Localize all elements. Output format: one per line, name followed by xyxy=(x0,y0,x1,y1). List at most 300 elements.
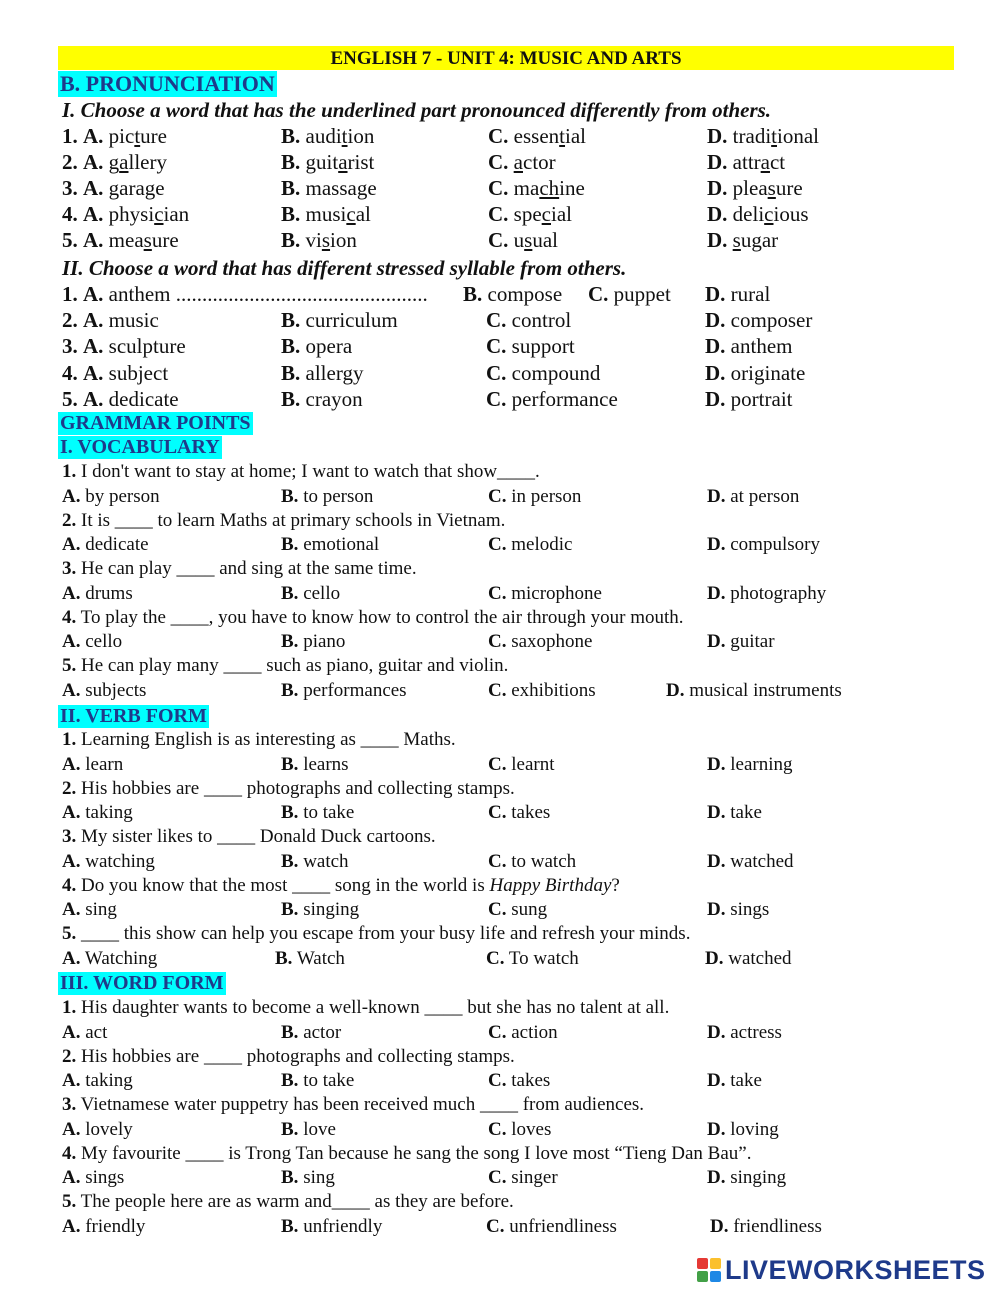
option-c[interactable] xyxy=(488,851,576,873)
option-d[interactable] xyxy=(705,948,792,970)
option-a[interactable] xyxy=(62,899,117,921)
option-c[interactable] xyxy=(488,1119,551,1141)
option-letter: B. xyxy=(275,947,293,969)
pronunciation-instruction-2: II. Choose a word that has different stressed syllable from others. xyxy=(62,256,627,280)
option-d[interactable] xyxy=(705,361,805,386)
option-letter: D. xyxy=(705,947,724,969)
word-part: ugar xyxy=(740,228,779,252)
question-part: Vietnamese water puppetry has been received much ____ from audiences. xyxy=(80,1094,645,1116)
option-letter: A. xyxy=(83,308,104,332)
option-letter: A. xyxy=(62,485,81,507)
liveworksheets-logo xyxy=(697,1255,986,1285)
word-part: ian xyxy=(163,202,190,226)
word-part: garage xyxy=(108,176,165,200)
option-c[interactable] xyxy=(486,308,571,333)
word-part: rist xyxy=(347,150,375,174)
option-text: cello xyxy=(85,631,123,653)
option-d[interactable] xyxy=(707,583,826,605)
item-number: 5. xyxy=(62,655,77,677)
option-b[interactable] xyxy=(281,1216,382,1238)
option-b[interactable] xyxy=(281,486,373,508)
option-text: to person xyxy=(303,485,374,507)
option-letter: A. xyxy=(62,899,81,921)
option-text: learn xyxy=(85,753,124,775)
option-text: emotional xyxy=(303,534,380,556)
underlined-part: c xyxy=(541,202,551,226)
option-text: sings xyxy=(85,1167,125,1189)
question-text xyxy=(62,1046,515,1068)
option-d[interactable] xyxy=(666,680,842,702)
word-part: ion xyxy=(330,228,357,252)
option-letter: B. xyxy=(281,361,301,385)
option-a[interactable] xyxy=(62,948,157,970)
option-letter: D. xyxy=(705,308,726,332)
option-letter: C. xyxy=(488,802,507,824)
vocabulary-heading: I. VOCABULARY xyxy=(60,436,220,458)
option-text: piano xyxy=(303,631,346,653)
option-text: action xyxy=(511,1021,558,1043)
option-letter: C. xyxy=(488,631,507,653)
underlined-part: t xyxy=(559,124,566,148)
item-number: 4. xyxy=(62,874,77,896)
option-text: loves xyxy=(511,1118,552,1140)
option-a[interactable] xyxy=(62,534,149,556)
option-letter: D. xyxy=(707,753,726,775)
question-text xyxy=(62,1143,751,1165)
option-letter: B. xyxy=(281,1118,299,1140)
worksheet-title: ENGLISH 7 - UNIT 4: MUSIC AND ARTS xyxy=(58,46,954,70)
option-a[interactable] xyxy=(62,150,167,175)
question-text xyxy=(62,655,508,677)
question-text xyxy=(62,1191,514,1213)
option-b[interactable] xyxy=(281,1167,335,1189)
question-part: He can play many ____ such as piano, guitar and violin. xyxy=(81,655,509,677)
word-part: ional xyxy=(777,124,819,148)
option-text: allergy xyxy=(305,361,364,385)
option-c[interactable] xyxy=(488,1167,558,1189)
question-part: ____ this show can help you escape from your busy life and refresh your minds. xyxy=(81,923,691,945)
option-text: curriculum xyxy=(305,308,398,332)
option-letter: C. xyxy=(486,308,507,332)
question-part: The people here are as warm and____ as they are before. xyxy=(80,1191,514,1213)
option-text: Watch xyxy=(296,947,345,969)
word-form-heading: III. WORD FORM xyxy=(60,972,224,994)
option-text: learnt xyxy=(511,753,555,775)
option-c[interactable] xyxy=(486,948,579,970)
option-c[interactable] xyxy=(488,583,602,605)
option-letter: B. xyxy=(463,282,483,306)
question-text xyxy=(62,510,505,532)
word-part: massage xyxy=(305,176,377,200)
word-part: ual xyxy=(532,228,559,252)
option-c[interactable] xyxy=(488,1022,558,1044)
option-d[interactable] xyxy=(705,282,770,307)
option-a[interactable] xyxy=(62,1167,124,1189)
option-d[interactable] xyxy=(707,534,820,556)
option-a[interactable] xyxy=(62,802,133,824)
word-part: ine xyxy=(559,176,585,200)
option-d[interactable] xyxy=(707,228,778,253)
option-c[interactable] xyxy=(488,124,586,149)
word-part: tradi xyxy=(732,124,772,148)
option-letter: B. xyxy=(281,202,301,226)
option-a[interactable] xyxy=(62,228,179,253)
word-part: ure xyxy=(775,176,803,200)
option-text: taking xyxy=(85,1070,133,1092)
option-d[interactable] xyxy=(707,486,799,508)
pronunciation-instruction-1: I. Choose a word that has the underlined part pronounced differently from others. xyxy=(62,98,772,122)
option-text: by person xyxy=(85,485,160,507)
option-letter: C. xyxy=(488,1118,507,1140)
item-number: 4. xyxy=(62,202,78,226)
question-italic: Happy Birthday xyxy=(489,874,612,896)
option-text: takes xyxy=(511,802,551,824)
option-text: composer xyxy=(730,308,813,332)
option-b[interactable] xyxy=(281,899,359,921)
option-text: take xyxy=(730,1070,762,1092)
option-letter: A. xyxy=(62,631,81,653)
option-b[interactable] xyxy=(281,150,374,175)
option-a[interactable] xyxy=(62,176,165,201)
option-letter: B. xyxy=(281,753,299,775)
option-letter: D. xyxy=(705,334,726,358)
option-letter: D. xyxy=(705,361,726,385)
option-d[interactable] xyxy=(707,1119,779,1141)
option-letter: B. xyxy=(281,679,299,701)
option-text: singing xyxy=(303,899,360,921)
option-c[interactable] xyxy=(486,387,618,412)
option-c[interactable] xyxy=(588,282,671,307)
option-letter: C. xyxy=(486,947,505,969)
question-part: It is ____ to learn Maths at primary schools in Vietnam. xyxy=(81,509,506,531)
option-a[interactable] xyxy=(62,308,159,333)
option-c[interactable] xyxy=(488,754,555,776)
word-part: ious xyxy=(773,202,809,226)
option-letter: C. xyxy=(486,387,507,411)
option-d[interactable] xyxy=(707,899,769,921)
option-a[interactable] xyxy=(62,631,122,653)
item-number: 5. xyxy=(62,1191,77,1213)
option-letter: A. xyxy=(83,361,104,385)
option-letter: B. xyxy=(281,1215,299,1237)
option-c[interactable] xyxy=(488,899,547,921)
option-b[interactable] xyxy=(281,361,363,386)
option-text: takes xyxy=(511,1070,551,1092)
option-b[interactable] xyxy=(281,202,371,227)
option-letter: C. xyxy=(488,1070,507,1092)
item-number: 5. xyxy=(62,228,78,252)
option-c[interactable] xyxy=(488,631,593,653)
item-number: 2. xyxy=(62,1045,77,1067)
option-d[interactable] xyxy=(707,754,793,776)
option-letter: B. xyxy=(281,334,301,358)
item-number: 2. xyxy=(62,150,78,174)
option-d[interactable] xyxy=(705,308,812,333)
option-letter: A. xyxy=(83,334,104,358)
option-letter: B. xyxy=(281,850,299,872)
word-part: u xyxy=(513,228,525,252)
option-letter: A. xyxy=(62,1215,81,1237)
option-d[interactable] xyxy=(707,802,762,824)
option-text: learns xyxy=(303,753,349,775)
option-text: cello xyxy=(303,582,341,604)
option-a[interactable] xyxy=(62,361,168,386)
option-d[interactable] xyxy=(707,1022,782,1044)
option-b[interactable] xyxy=(281,1070,354,1092)
option-text: sculpture xyxy=(108,334,186,358)
option-b[interactable] xyxy=(463,282,562,307)
option-letter: B. xyxy=(281,582,299,604)
option-text: watch xyxy=(303,850,349,872)
option-c[interactable] xyxy=(486,361,600,386)
word-part: attr xyxy=(732,150,761,174)
option-d[interactable] xyxy=(707,851,794,873)
option-letter: D. xyxy=(705,282,726,306)
option-b[interactable] xyxy=(281,680,407,702)
option-d[interactable] xyxy=(707,631,775,653)
option-c[interactable] xyxy=(488,176,585,201)
item-number: 5. xyxy=(62,923,77,945)
option-a[interactable] xyxy=(62,1022,107,1044)
option-b[interactable] xyxy=(281,334,352,359)
option-letter: D. xyxy=(666,679,685,701)
option-letter: B. xyxy=(281,631,299,653)
question-text xyxy=(62,607,684,629)
option-text: taking xyxy=(85,802,133,824)
option-b[interactable] xyxy=(281,176,377,201)
option-letter: D. xyxy=(707,802,726,824)
option-b[interactable] xyxy=(275,948,345,970)
pronunciation-heading: B. PRONUNCIATION xyxy=(60,71,275,96)
option-text: to take xyxy=(303,1070,355,1092)
option-text: sing xyxy=(85,899,117,921)
option-c[interactable] xyxy=(486,1216,617,1238)
option-text: puppet xyxy=(613,282,671,306)
word-part: vi xyxy=(305,228,322,252)
option-letter: D. xyxy=(707,534,726,556)
option-text: anthem xyxy=(108,282,171,306)
option-b[interactable] xyxy=(281,1022,341,1044)
option-a[interactable] xyxy=(62,282,428,307)
question-part: He can play ____ and sing at the same time. xyxy=(81,558,417,580)
option-b[interactable] xyxy=(281,387,363,412)
option-a[interactable] xyxy=(62,583,133,605)
option-letter: D. xyxy=(707,1070,726,1092)
option-letter: C. xyxy=(486,361,507,385)
item-number: 3. xyxy=(62,826,77,848)
option-c[interactable] xyxy=(488,680,596,702)
word-part: musi xyxy=(305,202,347,226)
option-b[interactable] xyxy=(281,534,379,556)
item-number: 2. xyxy=(62,509,77,531)
option-letter: B. xyxy=(281,387,301,411)
option-letter: C. xyxy=(486,334,507,358)
option-b[interactable] xyxy=(281,308,398,333)
option-b[interactable] xyxy=(281,583,340,605)
option-text: sung xyxy=(511,899,548,921)
item-number: 1. xyxy=(62,997,77,1018)
option-text: saxophone xyxy=(511,631,593,653)
item-number: 1. xyxy=(62,729,77,750)
word-part: al xyxy=(355,202,371,226)
underlined-part: a xyxy=(119,150,129,174)
option-letter: D. xyxy=(707,202,728,226)
option-letter: C. xyxy=(488,228,509,252)
option-text: act xyxy=(85,1021,108,1043)
option-a[interactable] xyxy=(62,387,179,412)
option-letter: D. xyxy=(707,150,728,174)
option-letter: A. xyxy=(62,1070,81,1092)
option-b[interactable] xyxy=(281,228,357,253)
option-d[interactable] xyxy=(710,1216,822,1238)
word-part: g xyxy=(108,150,120,174)
option-letter: A. xyxy=(83,282,104,306)
option-a[interactable] xyxy=(62,202,189,227)
option-text: to take xyxy=(303,802,355,824)
verb-form-heading: II. VERB FORM xyxy=(60,705,207,727)
option-c[interactable] xyxy=(488,202,572,227)
option-d[interactable] xyxy=(705,387,792,412)
option-a[interactable] xyxy=(62,680,146,702)
option-b[interactable] xyxy=(281,1119,336,1141)
option-b[interactable] xyxy=(281,754,349,776)
option-letter: A. xyxy=(62,1021,81,1043)
option-text: sings xyxy=(730,899,770,921)
option-letter: B. xyxy=(281,124,301,148)
option-letter: D. xyxy=(707,1167,726,1189)
word-part: ial xyxy=(551,202,572,226)
option-text: singer xyxy=(511,1167,558,1189)
option-c[interactable] xyxy=(486,334,575,359)
option-a[interactable] xyxy=(62,1119,133,1141)
option-b[interactable] xyxy=(281,851,349,873)
option-text: guitar xyxy=(730,631,775,653)
underlined-part: s xyxy=(732,228,741,252)
option-letter: A. xyxy=(62,1118,81,1140)
underlined-part: a xyxy=(513,150,523,174)
option-letter: A. xyxy=(62,802,81,824)
option-a[interactable] xyxy=(62,754,123,776)
question-text xyxy=(62,1094,644,1116)
option-letter: D. xyxy=(707,850,726,872)
item-number: 4. xyxy=(62,1142,77,1164)
option-text: subjects xyxy=(85,679,147,701)
option-letter: B. xyxy=(281,899,299,921)
option-text: at person xyxy=(730,485,800,507)
question-text xyxy=(62,729,456,751)
item-number: 3. xyxy=(62,558,77,580)
option-letter: B. xyxy=(281,485,299,507)
option-c[interactable] xyxy=(488,228,558,253)
option-b[interactable] xyxy=(281,124,374,149)
option-letter: A. xyxy=(62,850,81,872)
option-letter: C. xyxy=(488,534,507,556)
option-letter: B. xyxy=(281,150,301,174)
option-a[interactable] xyxy=(62,334,186,359)
option-d[interactable] xyxy=(707,150,785,175)
option-text: Watching xyxy=(84,947,158,969)
option-letter: C. xyxy=(488,582,507,604)
question-part: His daughter wants to become a well-known ____ but she has no talent at all. xyxy=(81,997,670,1018)
option-a[interactable] xyxy=(62,486,160,508)
option-letter: D. xyxy=(707,485,726,507)
option-text: performance xyxy=(511,387,618,411)
underlined-part: c xyxy=(764,202,774,226)
word-part: ial xyxy=(565,124,587,148)
option-letter: C. xyxy=(488,150,509,174)
option-a[interactable] xyxy=(62,1070,133,1092)
word-part: ctor xyxy=(523,150,556,174)
word-part: pic xyxy=(108,124,135,148)
underlined-part: t xyxy=(341,124,348,148)
option-d[interactable] xyxy=(707,202,809,227)
item-number: 2. xyxy=(62,777,77,799)
option-d[interactable] xyxy=(707,1070,762,1092)
option-c[interactable] xyxy=(488,802,550,824)
logo-mark-icon xyxy=(697,1258,721,1282)
option-d[interactable] xyxy=(707,176,803,201)
word-part: ion xyxy=(347,124,375,148)
option-text: To watch xyxy=(508,947,579,969)
option-letter: A. xyxy=(62,753,81,775)
option-letter: A. xyxy=(83,387,104,411)
option-text: portrait xyxy=(730,387,793,411)
option-letter: D. xyxy=(707,1021,726,1043)
option-b[interactable] xyxy=(281,631,345,653)
option-letter: C. xyxy=(488,850,507,872)
option-letter: A. xyxy=(62,534,81,556)
underlined-part: s xyxy=(767,176,776,200)
option-letter: B. xyxy=(281,176,301,200)
item-number: 4. xyxy=(62,361,78,385)
option-a[interactable] xyxy=(62,851,155,873)
option-text: control xyxy=(511,308,572,332)
option-c[interactable] xyxy=(488,150,556,175)
option-a[interactable] xyxy=(62,124,167,149)
option-text: anthem xyxy=(730,334,793,358)
underlined-part: a xyxy=(760,150,770,174)
word-part: ct xyxy=(769,150,786,174)
word-part: plea xyxy=(732,176,768,200)
item-number: 1. xyxy=(62,124,78,148)
option-text: watching xyxy=(85,850,155,872)
option-text: support xyxy=(511,334,575,358)
option-d[interactable] xyxy=(705,334,792,359)
option-d[interactable] xyxy=(707,124,819,149)
option-text: learning xyxy=(730,753,793,775)
option-letter: A. xyxy=(83,150,104,174)
option-text: love xyxy=(303,1118,336,1140)
option-a[interactable] xyxy=(62,1216,145,1238)
option-text: opera xyxy=(305,334,353,358)
question-part: Learning English is as interesting as ____ Maths. xyxy=(81,729,456,750)
option-text: crayon xyxy=(305,387,363,411)
option-c[interactable] xyxy=(488,1070,550,1092)
option-b[interactable] xyxy=(281,802,354,824)
option-c[interactable] xyxy=(488,486,581,508)
question-part: ? xyxy=(611,874,620,896)
option-text: to watch xyxy=(511,850,577,872)
option-text: performances xyxy=(303,679,407,701)
option-text: music xyxy=(108,308,159,332)
option-letter: D. xyxy=(705,387,726,411)
word-part: ure xyxy=(140,124,167,148)
option-letter: C. xyxy=(588,282,609,306)
option-letter: D. xyxy=(707,176,728,200)
option-c[interactable] xyxy=(488,534,572,556)
word-part: physi xyxy=(108,202,155,226)
option-d[interactable] xyxy=(707,1167,786,1189)
